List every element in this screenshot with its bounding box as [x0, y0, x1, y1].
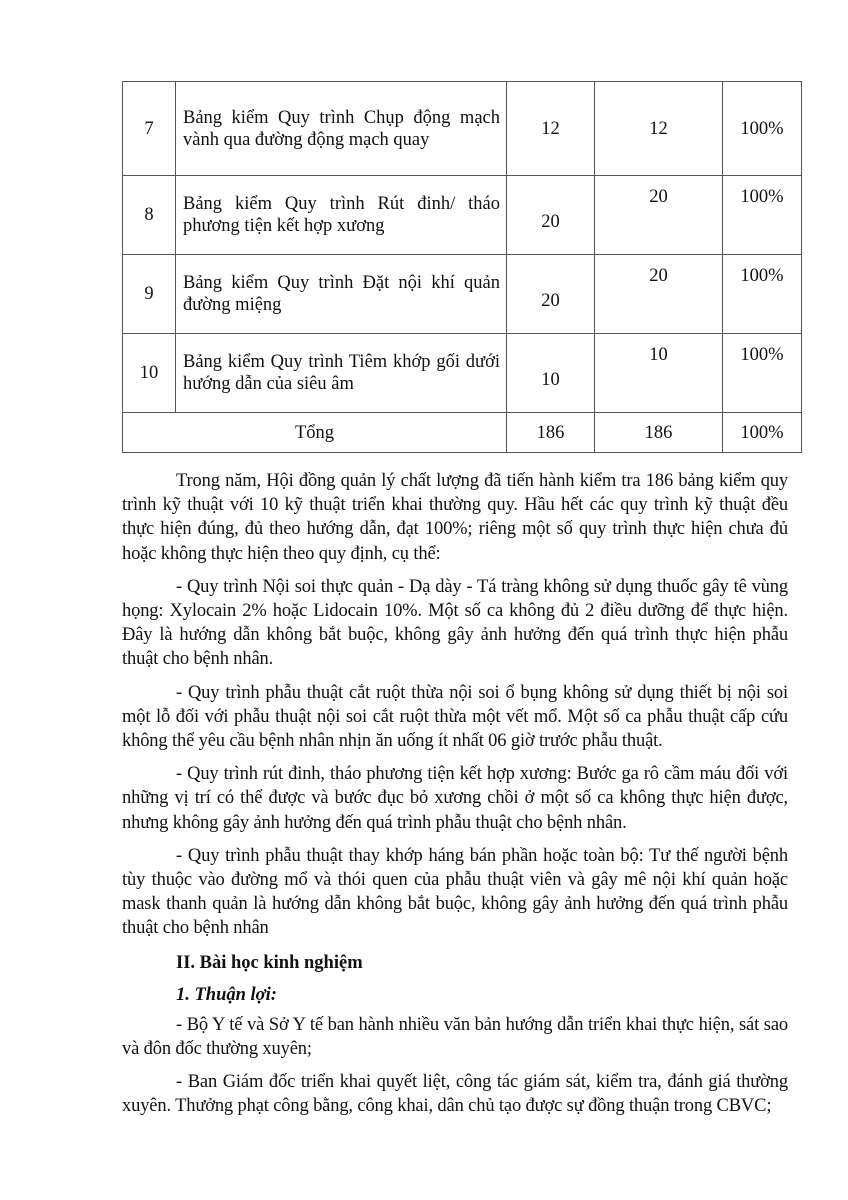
passed-count: 20 [595, 176, 723, 255]
advantage-item: - Ban Giám đốc triển khai quyết liệt, công tác giám sát, kiểm tra, đánh giá thường xuyên. Thưởng phạt công bằng, công khai, dân chủ tạo được sự đồng thuận trong CBVC; [122, 1072, 788, 1117]
checked-count: 10 [507, 334, 595, 413]
table-row [123, 255, 802, 334]
pass-rate: 100% [723, 176, 802, 255]
pass-rate: 100% [723, 82, 802, 176]
finding-paragraph: - Quy trình rút đinh, tháo phương tiện kết hợp xương: Bước ga rô cầm máu đối với những vị trí có thể được và bước đục bỏ xương chồi ở một số ca không thực hiện được, nhưng không gây ảnh hưởng đến quá trình phẫu thuật cho bệnh nhân. [122, 764, 788, 833]
total-passed: 186 [595, 413, 723, 453]
checked-count: 20 [507, 255, 595, 334]
row-number: 9 [123, 255, 176, 334]
checklist-name: Bảng kiểm Quy trình Chụp động mạch vành qua đường động mạch quay [176, 82, 507, 176]
row-number: 7 [123, 82, 176, 176]
pass-rate: 100% [723, 334, 802, 413]
table-row [123, 82, 802, 176]
passed-count: 10 [595, 334, 723, 413]
table-total-row [123, 413, 802, 453]
table-row [123, 176, 802, 255]
passed-count: 12 [595, 82, 723, 176]
total-label: Tổng [123, 413, 507, 453]
checked-count: 12 [507, 82, 595, 176]
passed-count: 20 [595, 255, 723, 334]
table-row [123, 334, 802, 413]
summary-paragraph: Trong năm, Hội đồng quản lý chất lượng đã tiến hành kiểm tra 186 bảng kiểm quy trình kỹ thuật với 10 kỹ thuật triển khai thường quy. Hầu hết các quy trình kỹ thuật đều thực hiện đúng, đủ theo hướng dẫn, đạt 100%; riêng một số quy trình thực hiện chưa đủ hoặc không thực hiện theo quy định, cụ thể: [122, 471, 788, 564]
advantage-item: - Bộ Y tế và Sở Y tế ban hành nhiều văn bản hướng dẫn triển khai thực hiện, sát sao và đôn đốc thường xuyên; [122, 1014, 788, 1059]
section-heading: II. Bài học kinh nghiệm [176, 952, 363, 973]
row-number: 10 [123, 334, 176, 413]
advantages-section [122, 1013, 788, 1119]
checklist-name: Bảng kiểm Quy trình Rút đinh/ tháo phương tiện kết hợp xương [176, 176, 507, 255]
finding-paragraph: - Quy trình phẫu thuật thay khớp háng bán phần hoặc toàn bộ: Tư thế người bệnh tùy thuộc vào đường mổ và thói quen của phẫu thuật viên và gây mê nội khí quản hoặc mask thanh quản là hướng dẫn không bắt buộc, không gây ảnh hưởng đến quá trình phẫu thuật cho bệnh nhân [122, 845, 788, 939]
checklist-name: Bảng kiểm Quy trình Tiêm khớp gối dưới hướng dẫn của siêu âm [176, 334, 507, 413]
total-rate: 100% [723, 413, 802, 453]
checklist-name: Bảng kiểm Quy trình Đặt nội khí quản đường miệng [176, 255, 507, 334]
total-checked: 186 [507, 413, 595, 453]
row-number: 8 [123, 176, 176, 255]
checklist-table [122, 81, 802, 453]
finding-paragraph: - Quy trình phẫu thuật cắt ruột thừa nội soi ổ bụng không sử dụng thiết bị nội soi một lỗ đối với phẫu thuật nội soi cắt ruột thừa một vết mổ. Một số ca phẫu thuật cấp cứu không thể yêu cầu bệnh nhân nhịn ăn uống ít nhất 06 giờ trước phẫu thuật. [122, 682, 788, 752]
subsection-heading: 1. Thuận lợi: [176, 984, 277, 1005]
checked-count: 20 [507, 176, 595, 255]
finding-paragraph: - Quy trình Nội soi thực quản - Dạ dày - Tá tràng không sử dụng thuốc gây tê vùng họng: Xylocain 2% hoặc Lidocain 10%. Một số ca không đủ 2 điều dưỡng để thực hiện. Đây là hướng dẫn không bắt buộc, không gây ảnh hưởng đến quá trình thực hiện phẫu thuật cho bệnh nhân. [122, 576, 788, 670]
pass-rate: 100% [723, 255, 802, 334]
findings-section [122, 469, 788, 941]
